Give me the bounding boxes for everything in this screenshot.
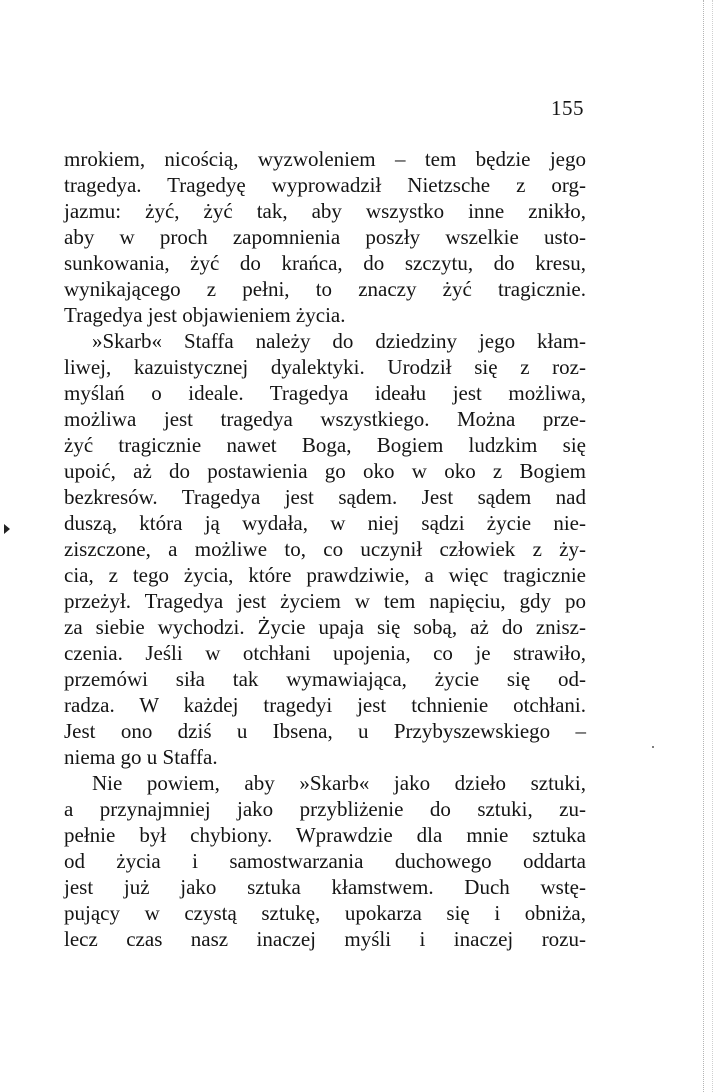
text-line: duszą, która ją wydała, w niej sądzi życie nie-	[64, 511, 586, 535]
page-edge-shadow-outer	[712, 0, 715, 1092]
text-line: za siebie wychodzi. Życie upaja się sobą, aż do znisz-	[64, 615, 586, 639]
text-line: sunkowania, żyć do krańca, do szczytu, do kresu,	[64, 251, 586, 275]
text-line: jest już jako sztuka kłamstwem. Duch wstę-	[64, 875, 586, 899]
text-line-paragraph-start: Nie powiem, aby »Skarb« jako dzieło sztuki,	[92, 771, 586, 795]
text-line: żyć tragicznie nawet Boga, Bogiem ludzkim się	[64, 433, 586, 457]
page-edge-shadow	[703, 0, 706, 1092]
page-number: 155	[551, 96, 584, 120]
text-line: cia, z tego życia, które prawdziwie, a więc tragicznie	[64, 563, 586, 587]
text-line: możliwa jest tragedya wszystkiego. Można prze-	[64, 407, 586, 431]
text-line: radza. W każdej tragedyi jest tchnienie otchłani.	[64, 693, 586, 717]
text-line: upoić, aż do postawienia go oko w oko z Bogiem	[64, 459, 586, 483]
text-line: liwej, kazuistycznej dyalektyki. Urodził się z roz-	[64, 355, 586, 379]
text-line: a przynajmniej jako przybliżenie do sztuki, zu-	[64, 797, 586, 821]
text-line: ziszczone, a możliwe to, co uczynił człowiek z ży-	[64, 537, 586, 561]
text-line: przemówi siła tak wymawiająca, życie się od-	[64, 667, 586, 691]
text-line-paragraph-end: Tragedya jest objawieniem życia.	[64, 303, 346, 327]
text-line: mrokiem, nicością, wyzwoleniem – tem będzie jego	[64, 147, 586, 171]
text-line: tragedya. Tragedyę wyprowadził Nietzsche z org-	[64, 173, 586, 197]
text-line: myślań o ideale. Tragedya ideału jest możliwa,	[64, 381, 586, 405]
text-line-paragraph-start: »Skarb« Staffa należy do dziedziny jego kłam-	[92, 329, 586, 353]
text-line: czenia. Jeśli w otchłani upojenia, co je strawiło,	[64, 641, 586, 665]
text-line: lecz czas nasz inaczej myśli i inaczej rozu-	[64, 927, 586, 951]
body-text	[64, 146, 586, 952]
text-line: wynikającego z pełni, to znaczy żyć tragicznie.	[64, 277, 586, 301]
text-line: Jest ono dziś u Ibsena, u Przybyszewskiego –	[64, 719, 586, 743]
margin-mark	[4, 524, 10, 534]
text-line: aby w proch zapomnienia poszły wszelkie usto-	[64, 225, 586, 249]
text-line: jazmu: żyć, żyć tak, aby wszystko inne znikło,	[64, 199, 586, 223]
text-line: przeżył. Tragedya jest życiem w tem napięciu, gdy po	[64, 589, 586, 613]
text-line-paragraph-end: niema go u Staffa.	[64, 745, 218, 769]
text-line: pujący w czystą sztukę, upokarza się i obniża,	[64, 901, 586, 925]
text-line: od życia i samostwarzania duchowego oddarta	[64, 849, 586, 873]
text-line: bezkresów. Tragedya jest sądem. Jest sądem nad	[64, 485, 586, 509]
stray-dot	[652, 746, 654, 748]
text-line: pełnie był chybiony. Wprawdzie dla mnie sztuka	[64, 823, 586, 847]
